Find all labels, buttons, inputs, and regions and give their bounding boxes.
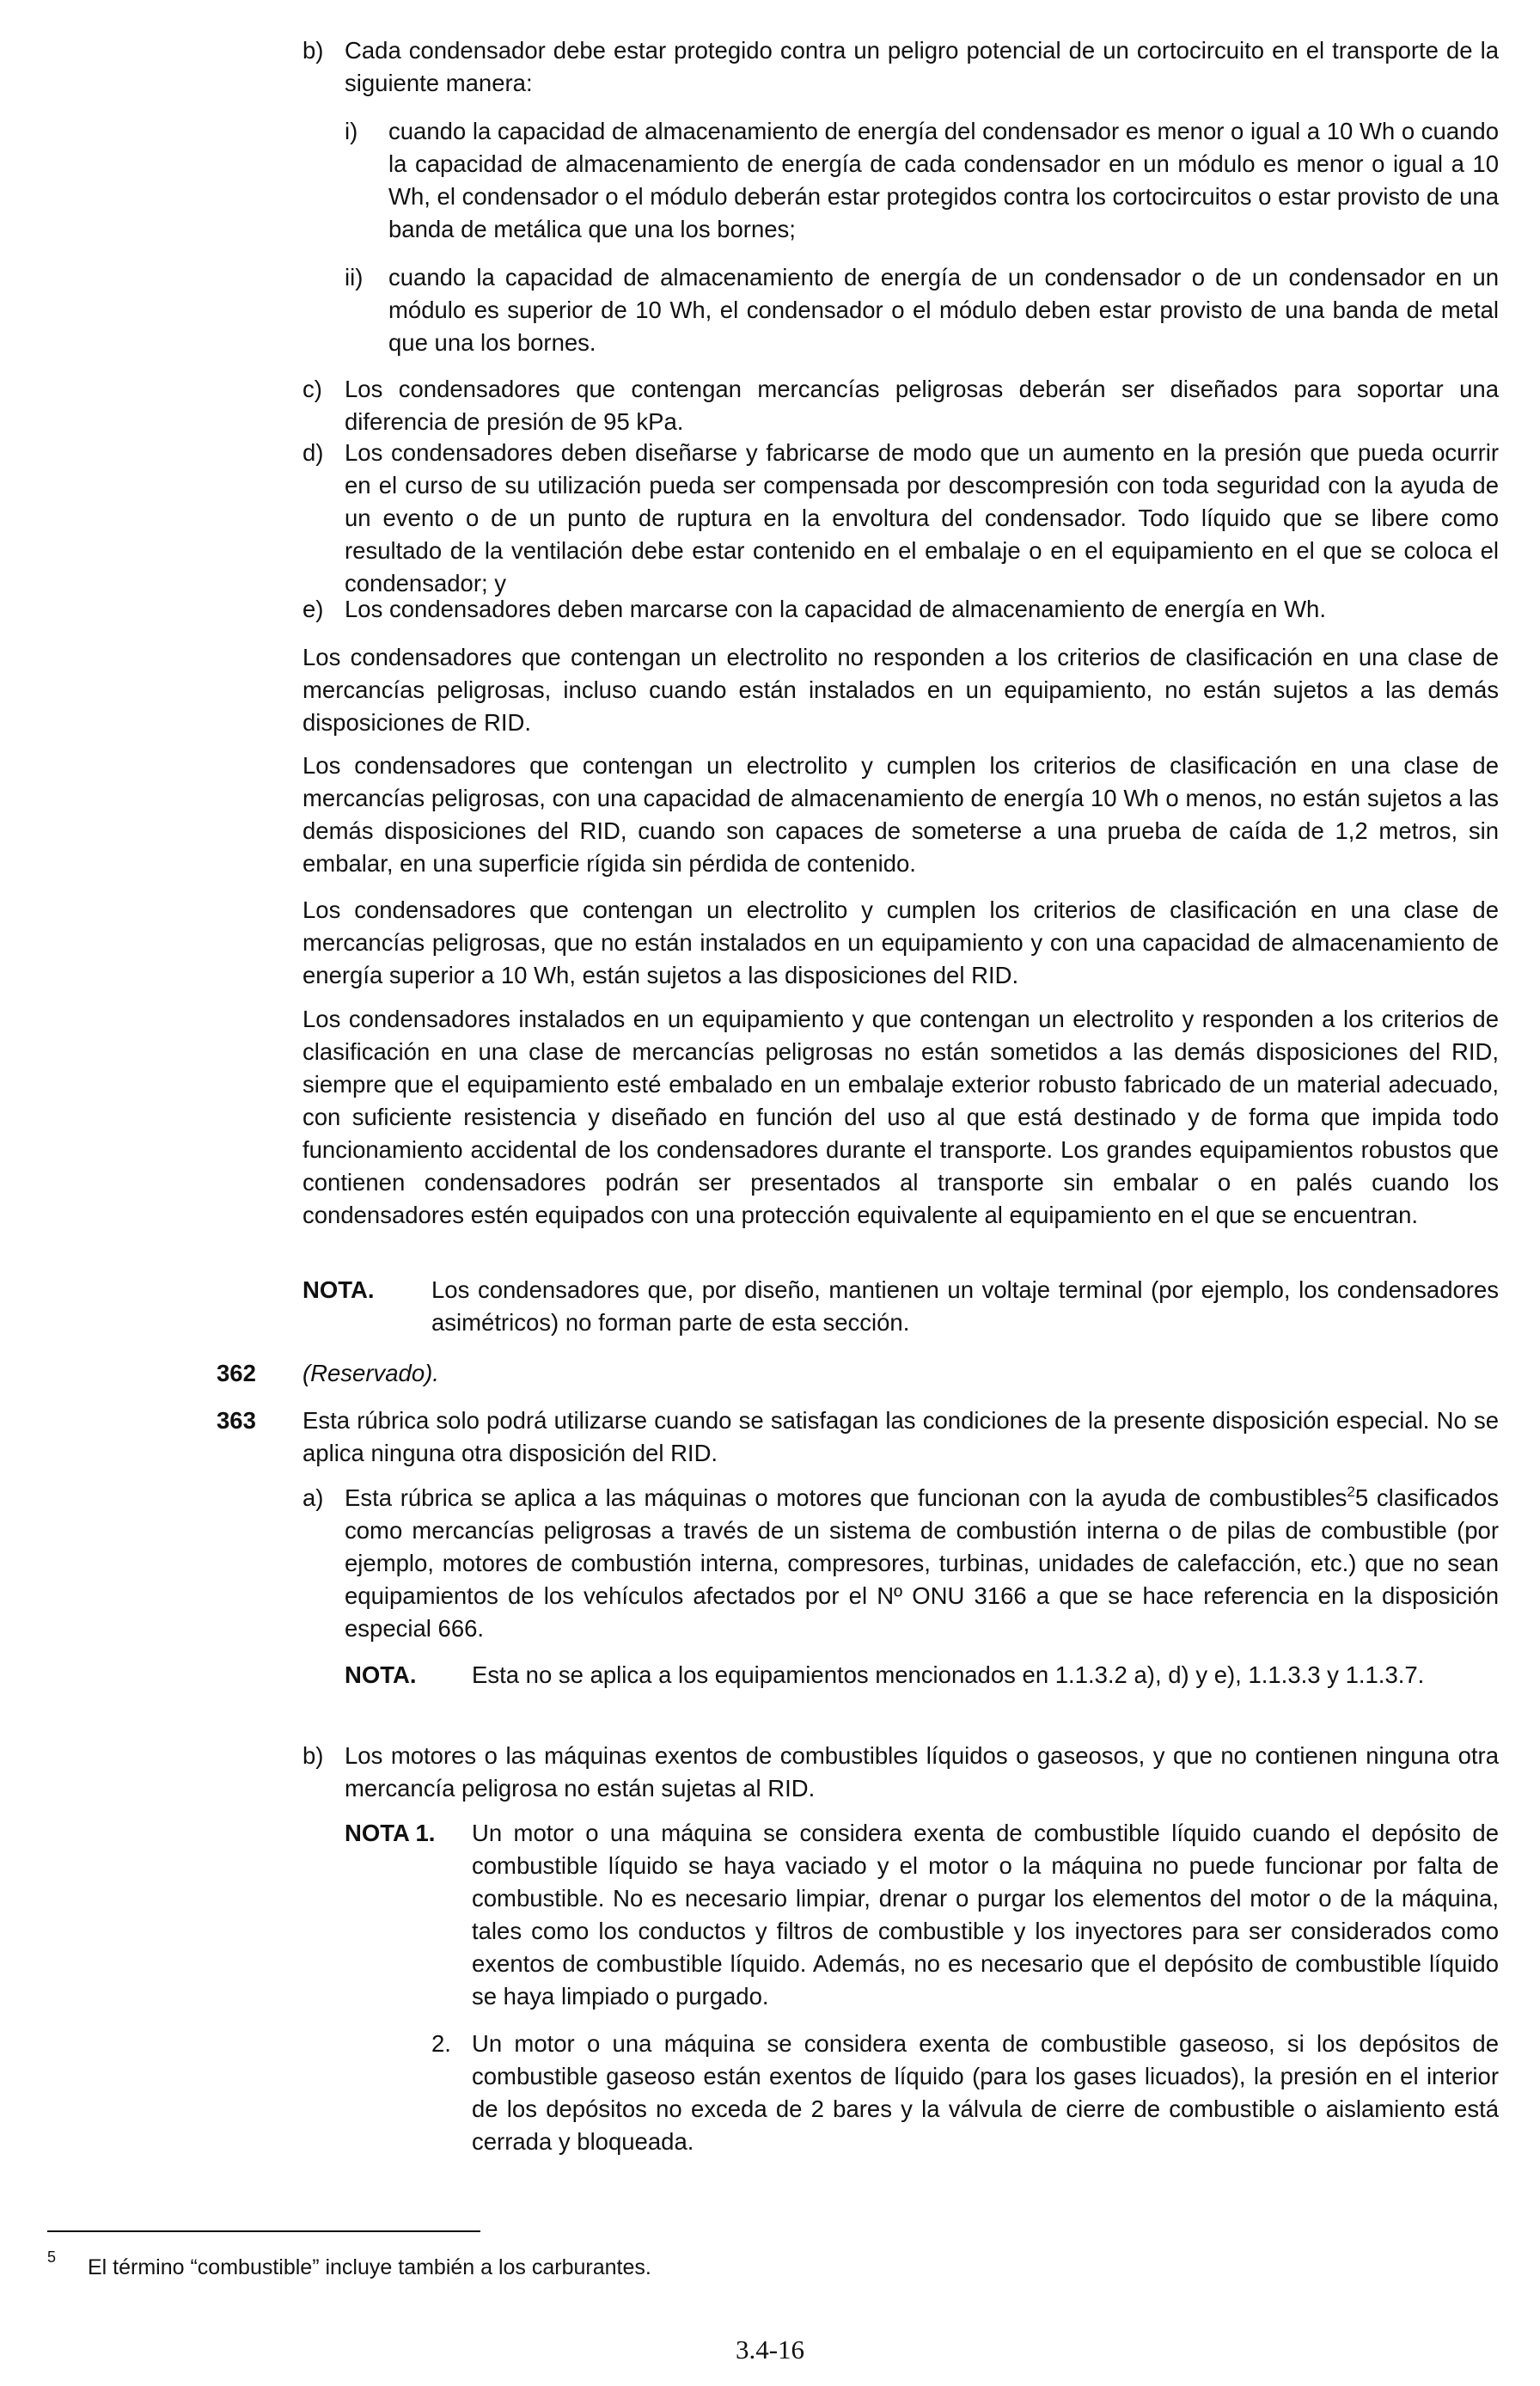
item-b-i-label: i) [345, 118, 358, 144]
page-number: 3.4-16 [735, 2334, 805, 2365]
section-363-b-note-2-label: 2. [431, 2030, 451, 2057]
item-b-i-text: cuando la capacidad de almacenamiento de energía del condensador es menor o igual a 10 Wh o cuando la capacidad de almacenamiento de energía de cada condensador en un módulo es menor o igual a 10 Wh, el condensador o el módulo deberán estar protegidos contra los cortocircuitos o estar provisto de una banda de metálica que una los bornes; [388, 118, 1499, 243]
item-d-label: d) [302, 439, 324, 466]
footnote-mark: 5 [47, 2248, 57, 2266]
item-b-ii-text: cuando la capacidad de almacenamiento de energía de un condensador o de un condensador en un módulo es superior de 10 Wh, el condensador o el módulo deben estar provisto de una banda de metal que una los bornes. [388, 264, 1499, 357]
paragraph-4: Los condensadores instalados en un equipamiento y que contengan un electrolito y responden a los criterios de clasificación en una clase de mercancías peligrosas no están sometidos a las demás disposiciones del RID, siempre que el equipamiento esté embalado en un embalaje exterior robusto fabricado de un material adecuado, con suficiente resistencia y diseñado en función del uso al que está destinado y de forma que impida todo funcionamiento accidental de los condensadores durante el transporte. Los grandes equipamientos robustos que contienen condensadores podrán ser presentados al transporte sin embalar o en palés cuando los condensadores estén equipados con una protección equivalente al equipamiento en el que se encuentran. [302, 1006, 1499, 1229]
item-e-text: Los condensadores deben marcarse con la capacidad de almacenamiento de energía en Wh. [345, 596, 1326, 622]
item-b-label: b) [302, 37, 324, 64]
section-363-b-label: b) [302, 1742, 324, 1769]
footnote-reference: 2 [1347, 1484, 1355, 1500]
section-362-text: (Reservado). [302, 1360, 439, 1386]
section-363-a-text-part1: Esta rúbrica se aplica a las máquinas o motores que funcionan con la ayuda de combustibles [345, 1484, 1348, 1511]
section-363-b-text: Los motores o las máquinas exentos de combustibles líquidos o gaseosos, y que no contienen ninguna otra mercancía peligrosa no están sujetas al RID. [345, 1742, 1499, 1802]
section-363-a-label: a) [302, 1484, 324, 1511]
section-363-intro: Esta rúbrica solo podrá utilizarse cuando se satisfagan las condiciones de la presente disposición especial. No se aplica ninguna otra disposición del RID. [302, 1407, 1499, 1467]
paragraph-3: Los condensadores que contengan un electrolito y cumplen los criterios de clasificación en una clase de mercancías peligrosas, que no están instalados en un equipamiento y con una capacidad de almacenamiento de energía superior a 10 Wh, están sujetos a las disposiciones del RID. [302, 896, 1499, 989]
section-363-a-text [345, 1482, 1499, 1645]
note-label: NOTA. [302, 1276, 375, 1303]
item-c-label: c) [302, 376, 322, 402]
footnote-divider [47, 2230, 480, 2232]
item-d-text: Los condensadores deben diseñarse y fabricarse de modo que un aumento en la presión que pueda ocurrir en el curso de su utilización pueda ser compensada por descompresión con toda seguridad con la ayuda de un evento o de un punto de ruptura en la envoltura del condensador. Todo líquido que se libere como resultado de la ventilación debe estar contenido en el embalaje o en el equipamiento en el que se coloca el condensador; y [345, 439, 1499, 597]
section-363-number: 363 [217, 1407, 256, 1434]
note-text: Los condensadores que, por diseño, mantienen un voltaje terminal (por ejemplo, los condensadores asimétricos) no forman parte de esta sección. [431, 1276, 1499, 1337]
section-363-b-note-2-text: Un motor o una máquina se considera exenta de combustible gaseoso, si los depósitos de combustible gaseoso están exentos de líquido (para los gases licuados), la presión en el interior de los depósitos no exceda de 2 bares y la válvula de cierre de combustible o aislamiento está cerrada y bloqueada. [472, 2030, 1499, 2156]
section-363-a-note-text: Esta no se aplica a los equipamientos mencionados en 1.1.3.2 a), d) y e), 1.1.3.3 y 1.1.3.7. [472, 1661, 1425, 1688]
item-c-text: Los condensadores que contengan mercancías peligrosas deberán ser diseñados para soportar una diferencia de presión de 95 kPa. [345, 376, 1499, 436]
section-362-number: 362 [217, 1360, 256, 1386]
section-363-b-note-label: NOTA 1. [345, 1820, 436, 1846]
section-363-a-text-part2: 5 clasificados como mercancías peligrosas a través de un sistema de combustión interna o de pilas de combustible (por ejemplo, motores de combustión interna, compresores, turbinas, unidades de calefacción, etc.) que no sean equipamientos de los vehículos afectados por el Nº ONU 3166 a que se hace referencia en la disposición especial 666. [345, 1484, 1499, 1643]
section-363-a-note-label: NOTA. [345, 1661, 417, 1688]
item-e-label: e) [302, 596, 324, 622]
footnote-text: El término “combustible” incluye también a los carburantes. [88, 2255, 651, 2279]
item-b-text: Cada condensador debe estar protegido contra un peligro potencial de un cortocircuito en el transporte de la siguiente manera: [345, 37, 1499, 97]
paragraph-1: Los condensadores que contengan un electrolito no responden a los criterios de clasificación en una clase de mercancías peligrosas, incluso cuando están instalados en un equipamiento, no están sujetos a las demás disposiciones de RID. [302, 644, 1499, 737]
item-b-ii-label: ii) [345, 264, 364, 291]
paragraph-2: Los condensadores que contengan un electrolito y cumplen los criterios de clasificación en una clase de mercancías peligrosas, con una capacidad de almacenamiento de energía 10 Wh o menos, no están sujetos a las demás disposiciones del RID, cuando son capaces de someterse a una prueba de caída de 1,2 metros, sin embalar, en una superficie rígida sin pérdida de contenido. [302, 752, 1499, 878]
section-363-b-note-1-text: Un motor o una máquina se considera exenta de combustible líquido cuando el depósito de combustible líquido se haya vaciado y el motor o la máquina no puede funcionar por falta de combustible. No es necesario limpiar, drenar o purgar los elementos del motor o de la máquina, tales como los conductos y filtros de combustible y los inyectores para ser considerados como exentos de combustible líquido. Además, no es necesario que el depósito de combustible líquido se haya limpiado o purgado. [472, 1820, 1499, 2010]
